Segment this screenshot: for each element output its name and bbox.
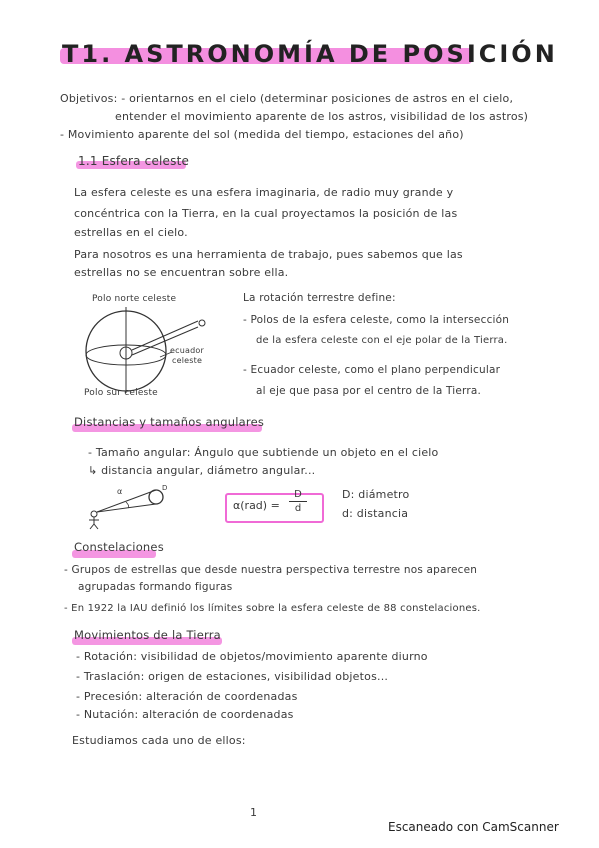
right-text-line: al eje que pasa por el centro de la Tierra. (256, 385, 482, 397)
movimientos-line-4: - Nutación: alteración de coordenadas (76, 708, 294, 721)
diagram-alpha-label: α (117, 487, 123, 496)
section-heading-distancias: Distancias y tamaños angulares (74, 415, 265, 429)
constelaciones-line-3: - En 1922 la IAU definió los límites sobre la esfera celeste de 88 constelaciones. (64, 603, 481, 614)
formula-lhs: α(rad) = (233, 499, 280, 512)
distancias-line-1: - Tamaño angular: Ángulo que subtiende un objeto en el cielo (88, 446, 439, 459)
movimientos-line-1: - Rotación: visibilidad de objetos/movimiento aparente diurno (76, 650, 428, 663)
movimientos-line-5: Estudiamos cada uno de ellos: (72, 734, 246, 747)
formula-numerator: D (294, 489, 302, 500)
diagram-D-label: D (162, 484, 168, 492)
right-text-line: La rotación terrestre define: (243, 292, 396, 304)
distancias-line-2: ↳ distancia angular, diámetro angular... (88, 464, 316, 477)
paragraph-line: estrellas no se encuentran sobre ella. (74, 266, 289, 279)
right-text-line: de la esfera celeste con el eje polar de la Tierra. (256, 335, 508, 346)
formula-fraction (289, 489, 307, 514)
page-number: 1 (250, 806, 257, 819)
right-text-line: - Ecuador celeste, como el plano perpendicular (243, 364, 501, 376)
page-title: T1. ASTRONOMÍA DE POSICIÓN (62, 40, 558, 68)
movimientos-line-2: - Traslación: origen de estaciones, visibilidad objetos... (76, 670, 389, 683)
label-equator-2: celeste (172, 356, 203, 365)
section-heading-constelaciones: Constelaciones (74, 540, 164, 554)
section-heading-esfera: 1.1 Esfera celeste (78, 154, 190, 168)
paragraph-line: Para nosotros es una herramienta de trabajo, pues sabemos que las (74, 248, 463, 261)
label-north-pole: Polo norte celeste (92, 294, 177, 304)
constelaciones-line-1: - Grupos de estrellas que desde nuestra perspectiva terrestre nos aparecen (64, 564, 478, 576)
fraction-bar (289, 501, 307, 502)
definition-D: D: diámetro (342, 488, 410, 501)
paragraph-line: estrellas en el cielo. (74, 226, 188, 239)
objectives-line-1: Objetivos: - orientarnos en el cielo (determinar posiciones de astros en el cielo, (60, 92, 514, 105)
paragraph-line: La esfera celeste es una esfera imaginaria, de radio muy grande y (74, 186, 454, 199)
formula-denominator: d (294, 503, 302, 514)
label-equator: ecuador (170, 346, 204, 355)
objectives-line-3: - Movimiento aparente del sol (medida del tiempo, estaciones del año) (60, 128, 464, 141)
label-south-pole: Polo sur celeste (84, 388, 158, 398)
right-text-line: - Polos de la esfera celeste, como la intersección (243, 314, 510, 326)
objectives-line-2: entender el movimiento aparente de los astros, visibilidad de los astros) (115, 110, 529, 123)
definition-d: d: distancia (342, 507, 409, 520)
movimientos-line-3: - Precesión: alteración de coordenadas (76, 690, 298, 703)
paragraph-line: concéntrica con la Tierra, en la cual proyectamos la posición de las (74, 207, 458, 220)
section-heading-movimientos: Movimientos de la Tierra (74, 628, 221, 642)
scanner-watermark: Escaneado con CamScanner (388, 820, 559, 834)
celestial-sphere-diagram (80, 305, 230, 395)
constelaciones-line-2: agrupadas formando figuras (78, 581, 233, 593)
